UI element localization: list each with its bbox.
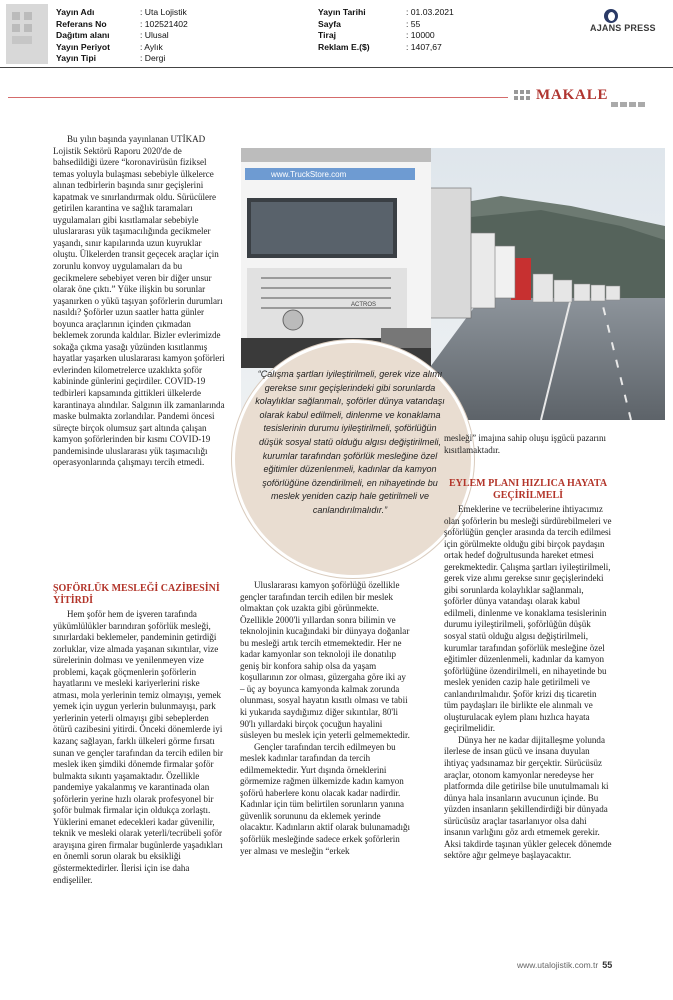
article-column-3-top	[444, 433, 612, 456]
article-column-2	[240, 580, 412, 857]
section-rule	[8, 97, 508, 98]
pull-quote-text: “Çalışma şartları iyileştirilmeli, gerek vize alımı gerekse sınır geçişlerindeki gibi sorunlarda kolaylıklar sağlanmalı, şoförler dünya vatandaşı olarak kabul edilmeli, dinlenme ve konaklama tesislerinin durumu iyileştirilmeli, şoförlüğün düşük sosyal statü olduğu algısı değiştirilmeli, kurumlar tarafından şoförlük mesleğine özel eğitimler düzenlenmeli, kadınlar da kamyon şoförlüğüne özendirilmeli, en nihayetinde bu meslek yeniden cazip hale getirilmeli ve canlandırılmalıdır.”	[255, 369, 445, 515]
article-column-1	[53, 134, 225, 469]
subheading: ŞOFÖRLÜK MESLEĞİ CAZİBESİNİ YİTİRDİ	[53, 583, 220, 606]
paragraph: Dünya her ne kadar dijitalleşme yolunda ilerlese de insan gücü ve insana duyulan ihtiyaç yadsınamaz bir gerçektir. Sürücüsüz araçlar, otonom kamyonlar neredeyse her platformda dile getirilse bile unutulmamalı ki dünya hala insanların avucunun içinde. Bu yüzden insanların şekillendirdiği bir dünyada sürücüsüz araçlar tasarlanıyor olsa dahi insanın varlığını göz ardı etmemek gerekir. Aksi takdirde taşınan yükler gelecek dönemde sektöre ağır gelmeye başlayacaktır.	[444, 734, 612, 861]
page-footer	[517, 960, 612, 970]
footer-url: www.utalojistik.com.tr	[517, 960, 599, 970]
meta-row: Referans No : 102521402	[56, 18, 188, 29]
paragraph: Uluslararası kamyon şoförlüğü özellikle gençler tarafından tercih edilen bir meslek olmaktan çok uzakta gibi görünmekte. Özellikle 2000'li yıllardan sonra bilimin ve teknolojinin kucağındaki bir dünyaya doğanlar bu mesleği artık tercih etmemektedir. Her ne kadar kamyonlar son teknoloji ile donatılıp geniş bir konfora sahip olsa da yaşam koşullarının zor olması, güzergaha göre iki ay – üç ay boyunca kamyonda kalmak zorunda olunması, sosyal hayatın kısıtlı olması ve tabii ki yukarıda saydığımız diğer sıkıntılar, 80'li 90'lı yıllardaki birçok çocuğun hayalini süsleyen bu meslek için yeterli gelmemektedir.	[240, 580, 410, 741]
paragraph: mesleği” imajına sahip oluşu işgücü pazarını kısıtlamaktadır.	[444, 433, 607, 455]
publication-meta-right	[318, 7, 454, 53]
paragraph: Gençler tarafından tercih edilmeyen bu meslek kadınlar tarafından da tercih edilmemektedir. Yurt dışında örneklerini görmemize rağmen ülkemizde kadın kamyon şoförü haberlere konu olacak kadar nadirdir. Kadınlar için tüm belirtilen sorunların yanına güvenlik sorununu da eklemek yerinde olacaktır. Kadınların aktif olarak bulunamadığı şoförlük mesleğinde sadece erkek şoförlerin yer alması ve mesleğin “erkek	[240, 741, 411, 856]
meta-row: Yayın Tarihi : 01.03.2021	[318, 7, 454, 17]
paragraph: Hem şoför hem de işveren tarafında yükümlülükler barındıran şoförlük mesleği, sınırlardaki beklemeler, pandeminin getirdiği zorluklar, vize almada yaşanan sıkıntılar, vize sürelerinin dolması ve yenilenmeyen vize problemi, kaçak göçmenlerin şoförlerin hayatlarını ve mesleki kariyerlerini riske atması, mola yerlerinin temiz olmayışı, yemek yemek için uygun yerlerin bulunmayışı, park yerlerinin yeterli olmayışı gibi sebeplerden ötürü cazibesini yitirdi. Önceki dönemlerde iyi kazanç sağlayan, farklı ülkeleri görme fırsatı sunan ve gençler tarafından da tercih edilen bir meslek iken şimdiki dönemde firmalar şoför bulmakta sıkıntı yaşamaktadır. Özellikle pandemiye yakalanmış ve karantinada olan şoförlerin yerine hızlı olarak profesyonel bir şoför bulmak firmalar için oldukça zorlaştı. Yüklerini emanet edecekleri kadar güvenilir, teknik ve mesleki olarak yeterli/tecrübeli şoför arayışına giren firmalar bugünlerde yaşadıkları en önemli sorun olarak bu eksikliği göstermektedirler. İlerisi için ise daha endişeliler.	[53, 609, 224, 885]
page-number: 55	[602, 960, 613, 970]
press-logo-box	[6, 4, 48, 64]
section-label: MAKALE	[536, 87, 609, 103]
meta-row: Yayın Adı : Uta Lojistik	[56, 7, 187, 17]
paragraph: Bu yılın başında yayınlanan UTİKAD Lojistik Sektörü Raporu 2020'de de bahsedildiği üzere “koronavirüsün fiziksel temas yoluyla bulaşması sebebiyle ülkelerce alınan tedbirlerin başında sınır geçişlerini kapatmak ve sınırlandırmak oldu. Sürücülere getirilen karantina ve sağlık taramaları uygulamaları gibi kısıtlamalar sebebiyle uluslararası yük taşımacılığında gecikmeler yaşandı, sınır kapılarında uzun kuyruklar oluştu. Ülkelerden transit geçecek araçlar için zorunlu konvoy uygulamaları da bu gecikmelere sebebiyet veren bir diğer unsur olarak öne çıktı.” Yüke ilişkin bu sorunlar yaşanırken o yükü taşıyan şoförlerin durumları nasıldı? Şoförler uzun saatler hatta günler boyunca araçlarının içinden çıkmadan beklemek zorunda kaldılar. Bizler evlerimizde sokağa çıkma yasağı yüzünden kısıtlanmış hayatlar yaşarken uluslararası kamyon şoförleri evlerinden kilometrelerce uzaklıkta şoför kabininde günlerini geçirdiler. COVID-19 tedbirleri kapsamında gittikleri ülkelerde karantinaya alındılar. Salgının ilk zamanlarında maske bulmakta zorlandılar. Pandemi öncesi süreçte birçok olumsuz şart altında çalışan kamyon şoförlerinden bir kısmı COVID-19 pandemisinde uluslararası yük taşımacılığı operasyonlarında çalışmayı tercih etmedi.	[53, 134, 225, 468]
article-column-1-continued	[53, 573, 225, 886]
paragraph: Emeklerine ve tecrübelerine ihtiyacımız olan şoförlerin bu mesleği sürdürebilmeleri ve şoförlüğün gençler arasında da tercih edilmesi için görülmekte olduğu gibi birçok paydaşın ortak hedef doğrultusunda hareket etmesi gerekmektedir. Çalışma şartları iyileştirilmeli, gerek vize alımı gerekse sınır geçişlerindeki gibi sorunlarda kolaylıklar sağlanmalı, şoförler dünya vatandaşı olarak kabul edilmeli, dinlenme ve konaklama tesislerinin durumu iyileştirilmeli, şoförlüğün düşük sosyal statü olduğu algısı değiştirilmeli, kurumlar tarafından şoförlük mesleğine özel eğitimler düzenlenmeli, kadınlar da kamyon şoförlüğüne özendirilmeli, en nihayetinde bu meslek yeniden cazip hale getirilmeli ve canlandırılmalıdır. Şoför krizi dış ticaretin tüm paydaşları ile birlikte ele alınmalı ve oluşturulacak eylem planı hızlıca hayata geçirilmelidir.	[444, 504, 612, 734]
grid-squares-icon	[514, 88, 530, 104]
publication-meta-left	[56, 7, 188, 65]
meta-row: Yayın Periyot : Aylık	[56, 41, 163, 52]
subheading: EYLEM PLANI HIZLICA HAYATA GEÇİRİLMELİ	[448, 478, 608, 501]
truck-model-text: ACTROS	[351, 302, 377, 308]
meta-row: Reklam E.($) : 1407,67	[318, 41, 442, 52]
section-dots	[611, 94, 647, 112]
meta-row: Tiraj : 10000	[318, 30, 435, 41]
meta-row: Sayfa : 55	[318, 18, 421, 29]
meta-row: Dağıtım alanı : Ulusal	[56, 30, 169, 41]
meta-row: Yayın Tipi : Dergi	[56, 53, 166, 64]
header-divider	[0, 67, 673, 68]
article-column-3	[444, 468, 612, 862]
truck-banner-text: www.TruckStore.com	[271, 170, 347, 179]
ajans-press-icon	[604, 9, 618, 23]
ajans-press-wordmark: AJANS PRESS	[590, 23, 656, 33]
